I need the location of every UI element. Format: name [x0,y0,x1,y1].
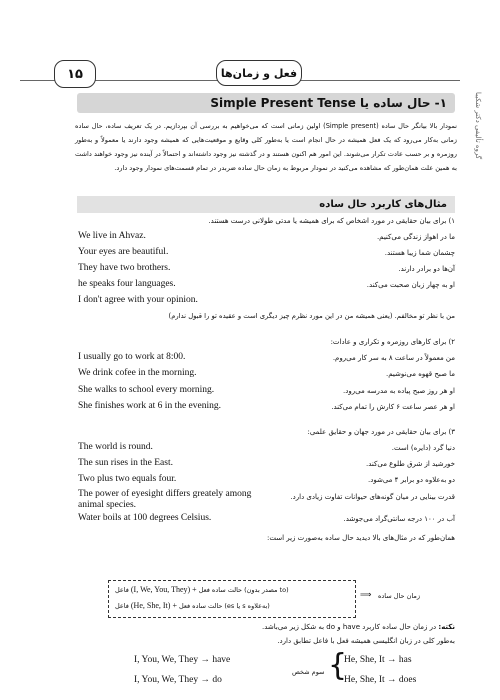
example-en: Water boils at 100 degrees Celsius. [78,513,212,523]
example-fa: قدرت بینایی در میان گونه‌های حیوانات تفاوت زیادی دارد. [290,493,455,501]
section-title: ۱- حال ساده یا Simple Present Tense [210,96,447,110]
use1-heading: ۱) برای بیان حقایقی در مورد اشخاص که برای همیشه یا مدتی طولانی درست هستند. [208,217,455,225]
example-en: The power of eyesight differs greately among animal species. [78,489,252,510]
chapter-title: فعل و زمان‌ها [216,60,302,86]
example-fa: دو به‌علاوه دو برابر ۴ می‌شود. [368,476,455,484]
formula-subject: فاعل [115,586,129,594]
example-en: Two plus two equals four. [78,474,177,484]
formula-verb: حالت ساده فعل [178,602,223,610]
example-en: We drink cofee in the morning. [78,368,197,378]
subsection-title: مثال‌های کاربرد حال ساده [319,199,447,210]
tip-label: نکته: [438,623,455,631]
example-fa: او هر عصر ساعت ۶ کارش را تمام می‌کند. [331,403,455,411]
example-fa: او هر روز صبح پیاده به مدرسه می‌رود. [343,387,455,395]
page-number: ۱۵ [54,60,96,88]
formula-row-1 [115,585,289,594]
example-fa: آب در ۱۰۰ درجه سانتی‌گراد می‌جوشد. [343,515,455,523]
formula-intro: همان‌طور که در مثال‌های بالا دیدید حال ساده به‌صورت زیر است: [266,534,455,542]
use1-note: من با نظر تو مخالفم. (یعنی همیشه من در این مورد نظرم چیز دیگری است و عقیده تو را قبول ندارم) [168,312,455,320]
use3-heading: ۳) برای بیان حقایقی در مورد جهان و حقایق علمی: [307,428,455,436]
example-fa: چشمان شما زیبا هستند. [384,249,455,257]
example-fa: من معمولاً در ساعت ۸ به سر کار می‌روم. [332,354,455,362]
formula-verb: حالت ساده فعل [198,586,243,594]
formula-plus: + [172,601,177,610]
section-title-bar [77,93,455,113]
example-fa: او به چهار زبان صحبت می‌کند. [366,281,455,289]
conj-left-1: I, You, We, They → have [134,655,231,665]
formula-suffix: (مصدر بدون to) [244,586,289,594]
formula-row-2 [115,601,270,610]
formula-suffix: (es یا s به‌علاوه) [224,602,270,610]
formula-label: زمان حال ساده [378,592,420,600]
subsection-title-bar [77,196,455,213]
example-en: The world is round. [78,442,153,452]
use2-heading: ۲) برای کارهای روزمره و تکراری و عادات: [330,338,455,346]
formula-pronouns: (I, We, You, They) [130,585,191,594]
example-en: I don't agree with your opinion. [78,295,198,305]
example-en: he speaks four languages. [78,279,176,289]
example-en: Your eyes are beautiful. [78,247,169,257]
formula-pronouns: (He, She, It) [130,601,171,610]
conj-left-2: I, You, We, They → do [134,675,222,685]
example-en: I usually go to work at 8:00. [78,352,186,362]
conj-right-2: He, She, It → does [344,675,417,685]
example-fa: دنیا گرد (دایره) است. [391,444,455,452]
formula-plus: + [192,585,197,594]
formula-subject: فاعل [115,602,129,610]
tip-text-1: در زمان حال ساده کاربرد have و do به شکل زیر می‌باشد. [261,623,437,631]
example-en: We live in Ahvaz. [78,231,146,241]
example-fa: خورشید از شرق طلوع می‌کند. [366,460,455,468]
intro-paragraph: نمودار بالا بیانگر حال ساده (Simple present) اولین زمانی است که می‌خواهیم به بررسی آن بپردازیم. در یک تعریف ساده، حال ساده زمانی به‌کار می‌رود که یک فعل همیشه در حال انجام است یا به‌طور کلی وقایع و موقعیت‌هایی که همیشه وجود دارند یا معمولاً و به‌طور روزمره و بر حسب عادت تکرار می‌شوند. این امور هم اکنون هستند و در گذشته نیز وجود داشته‌اند و احتمالاً در آینده نیز وجود خواهند داشت به همین علت همان‌طور که مشاهده می‌کنید در نمودار مربوط به زمان حال ساده ضربدر در تمام قسمت‌های نمودار وجود دارد. [75,122,457,172]
tip-line-1 [262,623,455,631]
example-en: The sun rises in the East. [78,458,173,468]
side-note: گروه تألیفی دکتر شکیبا [474,92,482,160]
formula-arrow: ⟹ [360,590,372,599]
formula-box [108,580,356,618]
example-en: She finishes work at 6 in the evening. [78,401,222,411]
example-fa: ما در اهواز زندگی می‌کنیم. [376,233,455,241]
conj-right-1: He, She, It → has [344,655,412,665]
tip-line-2: به‌طور کلی در زبان انگلیسی همیشه فعل با فاعل تطابق دارد. [277,637,455,645]
brace-icon: { [328,648,348,683]
third-person-label: سوم شخص [292,668,325,676]
example-en: She walks to school every morning. [78,385,215,395]
example-fa: ما صبح قهوه می‌نوشیم. [386,370,455,378]
example-en: They have two brothers. [78,263,171,273]
example-fa: آن‌ها دو برادر دارند. [398,265,455,273]
